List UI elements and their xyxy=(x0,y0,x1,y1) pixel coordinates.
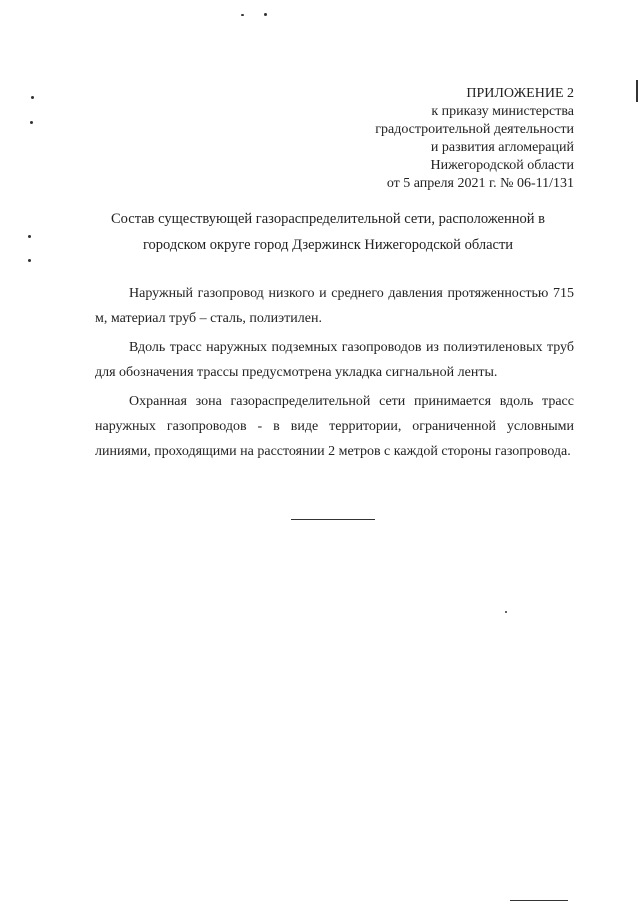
scan-edge-mark xyxy=(636,80,638,102)
scan-speck xyxy=(30,121,33,124)
scan-speck xyxy=(505,611,507,613)
annex-line: Нижегородской области xyxy=(430,158,574,173)
scan-speck xyxy=(31,96,34,99)
title-line-1: Состав существующей газораспределительной сети, расположенной в xyxy=(111,211,545,227)
document-body xyxy=(95,281,574,468)
annex-order-reference: от 5 апреля 2021 г. № 06-11/131 xyxy=(386,176,574,191)
paragraph-signal-tape: Вдоль трасс наружных подземных газопроводов из полиэтиленовых труб для обозначения трассы предусмотрена укладка сигнальной ленты. xyxy=(95,340,574,380)
scan-speck xyxy=(241,14,244,16)
scan-speck xyxy=(264,13,267,16)
annex-line: и развития агломераций xyxy=(430,140,574,155)
annex-title: ПРИЛОЖЕНИЕ 2 xyxy=(466,86,574,101)
annex-line: градостроительной деятельности xyxy=(375,122,574,137)
document-title xyxy=(80,206,576,258)
annex-line: к приказу министерства xyxy=(431,104,574,119)
scan-speck xyxy=(28,259,31,262)
end-divider xyxy=(291,519,375,520)
paragraph-pipeline: Наружный газопровод низкого и среднего давления протяженностью 715 м, материал труб – сталь, полиэтилен. xyxy=(95,286,574,326)
scan-speck xyxy=(28,235,31,238)
paragraph-protection-zone: Охранная зона газораспределительной сети принимается вдоль трасс наружных газопроводов - в виде территории, ограниченной условными линиями, проходящими на расстоянии 2 метров с каждой стороны газопровода. xyxy=(95,394,574,459)
title-line-2: городском округе город Дзержинск Нижегородской области xyxy=(142,237,514,253)
annex-header xyxy=(274,85,574,193)
scan-edge-mark xyxy=(510,900,568,901)
